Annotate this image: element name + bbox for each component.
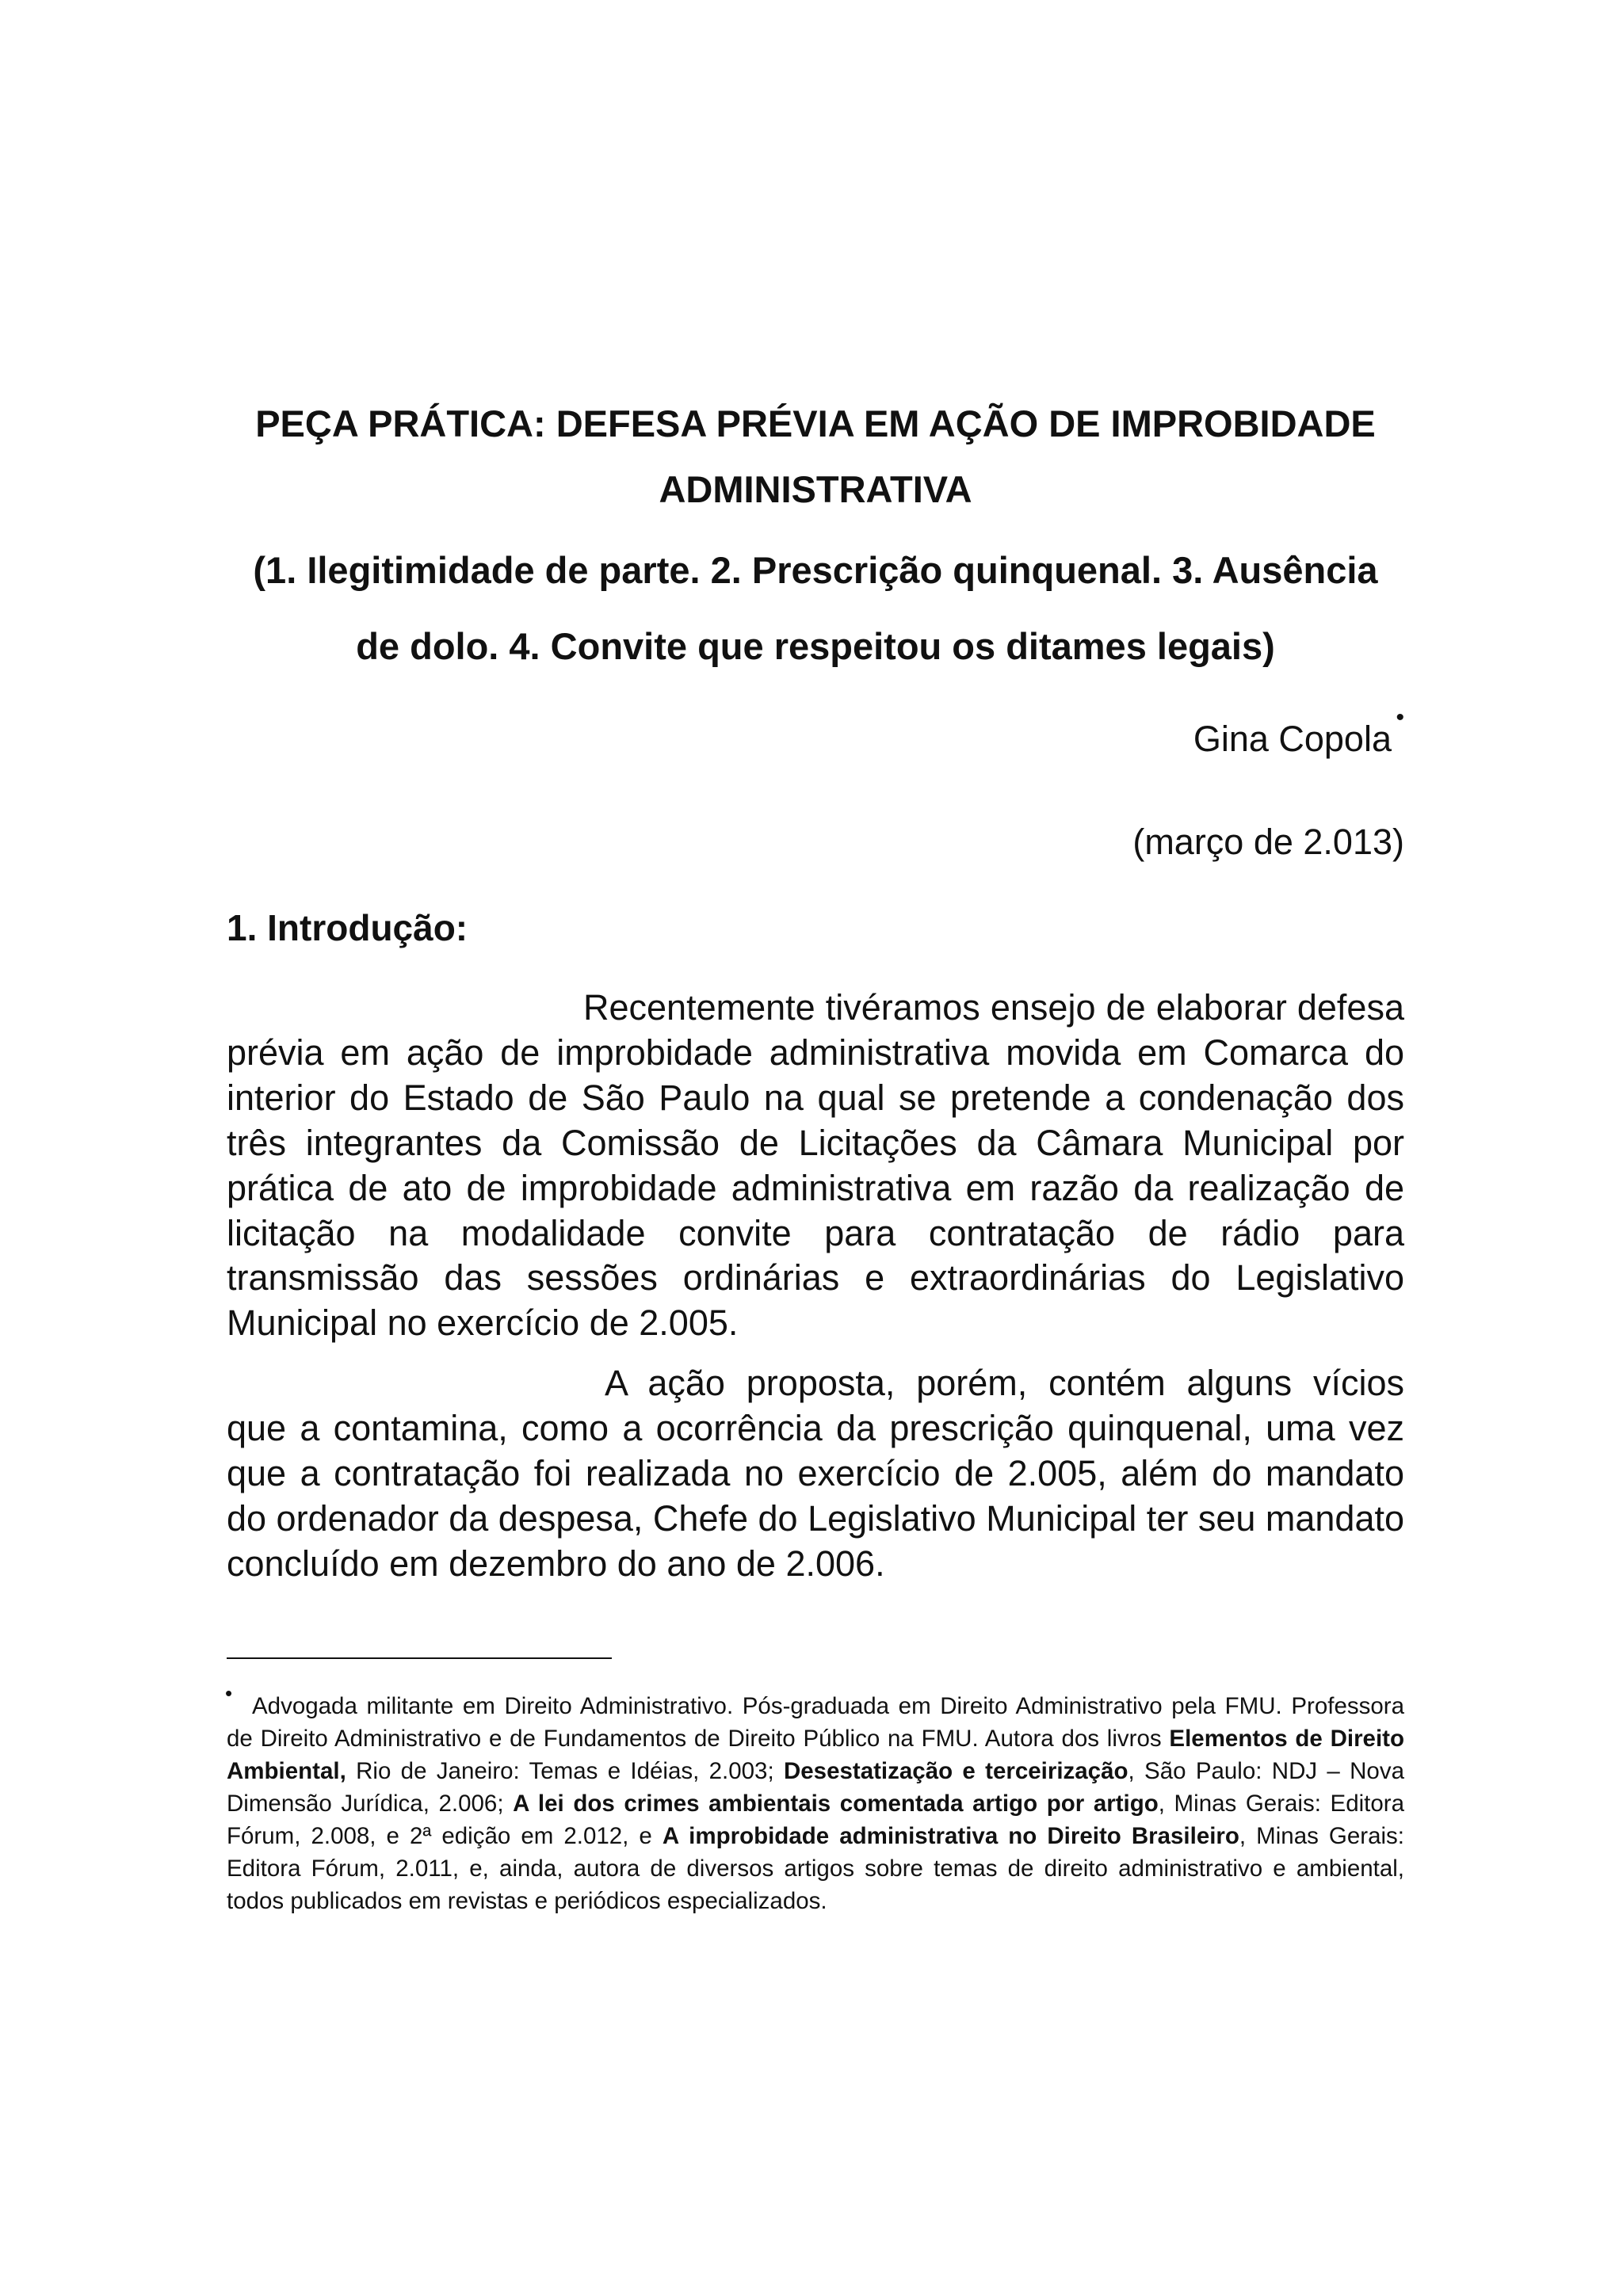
footnote-text-segment: Advogada militante em Direito Administrativo. Pós-graduada em Direito Administrativo pela FMU. Professora de Direito Administrativo e de Fundamentos de Direito Público na FMU. Autora dos livros xyxy=(227,1693,1404,1752)
footnote-book-title: A improbidade administrativa no Direito Brasileiro xyxy=(662,1823,1239,1849)
footnote-text xyxy=(227,1690,1404,1917)
section-heading-introduction: 1. Introdução: xyxy=(227,907,468,948)
body-paragraph-2-text: A ação proposta, porém, contém alguns vícios que a contamina, como a ocorrência da prescrição quinquenal, uma vez que a contratação foi realizada no exercício de 2.005, além do mandato do ordenador da despesa, Chefe do Legislativo Municipal ter seu mandato concluído em dezembro do ano de 2.006. xyxy=(227,1363,1404,1584)
footnote-book-title: Elementos de Direito Ambiental, xyxy=(227,1726,1404,1784)
author-name: Gina Copola xyxy=(1193,719,1392,759)
body-paragraph-1 xyxy=(227,986,1404,1346)
body-paragraph-1-text: Recentemente tivéramos ensejo de elaborar defesa prévia em ação de improbidade administrativa movida em Comarca do interior do Estado de São Paulo na qual se pretende a condenação dos três integrantes da Comissão de Licitações da Câmara Municipal por prática de ato de improbidade administrativa em razão da realização de licitação na modalidade convite para contratação de rádio para transmissão das sessões ordinárias e extraordinárias do Legislativo Municipal no exercício de 2.005. xyxy=(227,987,1404,1344)
subtitle-line-1: (1. Ilegitimidade de parte. 2. Prescrição quinquenal. 3. Ausência xyxy=(253,549,1378,591)
footnote xyxy=(225,1681,1405,1917)
body-paragraph-2 xyxy=(227,1361,1404,1587)
footnote-text-segment: Rio de Janeiro: Temas e Idéias, 2.003; xyxy=(346,1758,784,1784)
footnote-separator-rule xyxy=(227,1657,612,1659)
footnote-book-title: A lei dos crimes ambientais comentada artigo por artigo xyxy=(513,1791,1159,1817)
title-line-2: ADMINISTRATIVA xyxy=(659,468,972,510)
subtitle-line-2: de dolo. 4. Convite que respeitou os ditames legais) xyxy=(356,625,1275,667)
footnote-reference-mark[interactable]: • xyxy=(1396,704,1404,730)
footnote-mark: • xyxy=(225,1681,233,1705)
footnote-text-segment: , São Paulo: NDJ – Nova Dimensão Jurídica, 2.006; xyxy=(227,1758,1405,1817)
footnote-text-segment: , Minas Gerais: Editora Fórum, 2.008, e 2ª edição em 2.012, e xyxy=(227,1791,1405,1849)
footnote-text-segment: , Minas Gerais: Editora Fórum, 2.011, e, ainda, autora de diversos artigos sobre temas de direito administrativo e ambiental, todos publicados em revistas e periódicos especializados. xyxy=(227,1823,1404,1914)
author-name-block xyxy=(1193,704,1404,760)
title-line-1: PEÇA PRÁTICA: DEFESA PRÉVIA EM AÇÃO DE IMPROBIDADE xyxy=(255,402,1376,444)
footnote-book-title: Desestatização e terceirização xyxy=(783,1758,1128,1784)
document-date: (março de 2.013) xyxy=(1132,822,1404,862)
